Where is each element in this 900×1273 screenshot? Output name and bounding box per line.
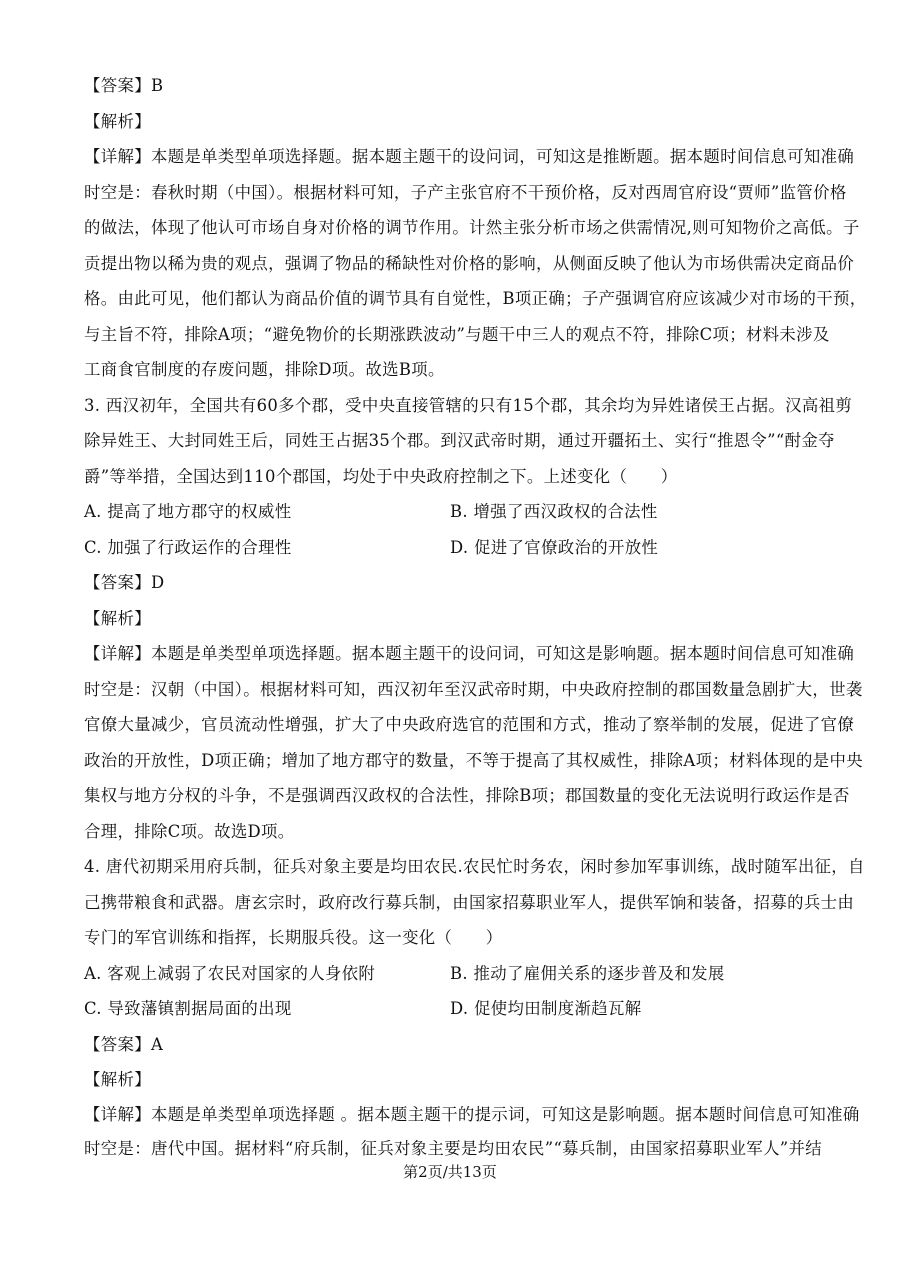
option-c: C. 导致藩镇割据局面的出现	[84, 999, 292, 1018]
option-d: D. 促进了官僚政治的开放性	[450, 538, 659, 557]
explanation-line: 贡提出物以稀为贵的观点，强调了物品的稀缺性对价格的影响，从侧面反映了他认为市场供需决定商品价	[84, 254, 855, 273]
explanation-line: 官僚大量减少，官员流动性增强，扩大了中央政府选官的范围和方式，推动了察举制的发展，促进了官僚	[84, 715, 855, 734]
explanation-line: 【详解】本题是单类型单项选择题。据本题主题干的设问词，可知这是推断题。据本题时间信息可知准确	[84, 147, 855, 166]
option-b: B. 推动了雇佣关系的逐步普及和发展	[450, 964, 725, 983]
option-c: C. 加强了行政运作的合理性	[84, 538, 292, 557]
answer-label: 【答案】D	[84, 573, 165, 592]
option-b: B. 增强了西汉政权的合法性	[450, 502, 658, 521]
question-stem-line: 3. 西汉初年，全国共有60多个郡，受中央直接管辖的只有15个郡，其余均为异姓诸侯王占据。汉高祖剪	[84, 396, 853, 415]
question-stem-line: 专门的军官训练和指挥，长期服兵役。这一变化（ ）	[84, 928, 503, 947]
question-stem-line: 除异姓王、大封同姓王后，同姓王占据35个郡。到汉武帝时期，通过开疆拓土、实行“推恩令”“酎金夺	[84, 431, 835, 450]
question-stem-line: 4. 唐代初期采用府兵制，征兵对象主要是均田农民.农民忙时务农，闲时参加军事训练，战时随军出征，自	[84, 857, 865, 876]
answer-label: 【答案】A	[84, 1035, 164, 1054]
analysis-label: 【解析】	[84, 112, 151, 131]
page-number-footer: 第2页/共13页	[403, 1163, 497, 1181]
option-d: D. 促使均田制度渐趋瓦解	[450, 999, 642, 1018]
explanation-line: 集权与地方分权的斗争，不是强调西汉政权的合法性，排除B项；郡国数量的变化无法说明行政运作是否	[84, 786, 850, 805]
explanation-line: 时空是：春秋时期（中国）。根据材料可知，子产主张官府不干预价格，反对西周官府设“贾师”监管价格	[84, 183, 847, 202]
analysis-label: 【解析】	[84, 1070, 151, 1089]
explanation-line: 格。由此可见，他们都认为商品价值的调节具有自觉性，B项正确；子产强调官府应该减少对市场的干预，	[84, 289, 867, 308]
explanation-line: 政治的开放性，D项正确；增加了地方郡守的数量，不等于提高了其权威性，排除A项；材料体现的是中央	[84, 751, 864, 770]
explanation-line: 合理，排除C项。故选D项。	[84, 822, 295, 841]
explanation-line: 时空是：汉朝（中国）。根据材料可知，西汉初年至汉武帝时期，中央政府控制的郡国数量急剧扩大，世袭	[84, 680, 863, 699]
question-stem-line: 己携带粮食和武器。唐玄宗时，政府改行募兵制，由国家招募职业军人，提供军饷和装备，招募的兵士由	[84, 893, 855, 912]
explanation-line: 【详解】本题是单类型单项选择题 。据本题主题干的提示词，可知这是影响题。据本题时间信息可知准确	[84, 1105, 860, 1124]
explanation-line: 的做法，体现了他认可市场自身对价格的调节作用。计然主张分析市场之供需情况,则可知物价之高低。子	[84, 218, 860, 237]
explanation-line: 与主旨不符，排除A项；“避免物价的长期涨跌波动”与题干中三人的观点不符，排除C项；材料未涉及	[84, 325, 830, 344]
option-a: A. 客观上减弱了农民对国家的人身依附	[84, 964, 376, 983]
explanation-line: 【详解】本题是单类型单项选择题。据本题主题干的设问词，可知这是影响题。据本题时间信息可知准确	[84, 644, 855, 663]
answer-label: 【答案】B	[84, 76, 164, 95]
explanation-line: 工商食官制度的存废问题，排除D项。故选B项。	[84, 360, 445, 379]
option-a: A. 提高了地方郡守的权威性	[84, 502, 292, 521]
question-stem-line: 爵”等举措，全国达到110个郡国，均处于中央政府控制之下。上述变化（ ）	[84, 467, 678, 486]
explanation-line: 时空是：唐代中国。据材料“府兵制，征兵对象主要是均田农民”“募兵制，由国家招募职业军人”并结	[84, 1139, 823, 1158]
analysis-label: 【解析】	[84, 609, 151, 628]
